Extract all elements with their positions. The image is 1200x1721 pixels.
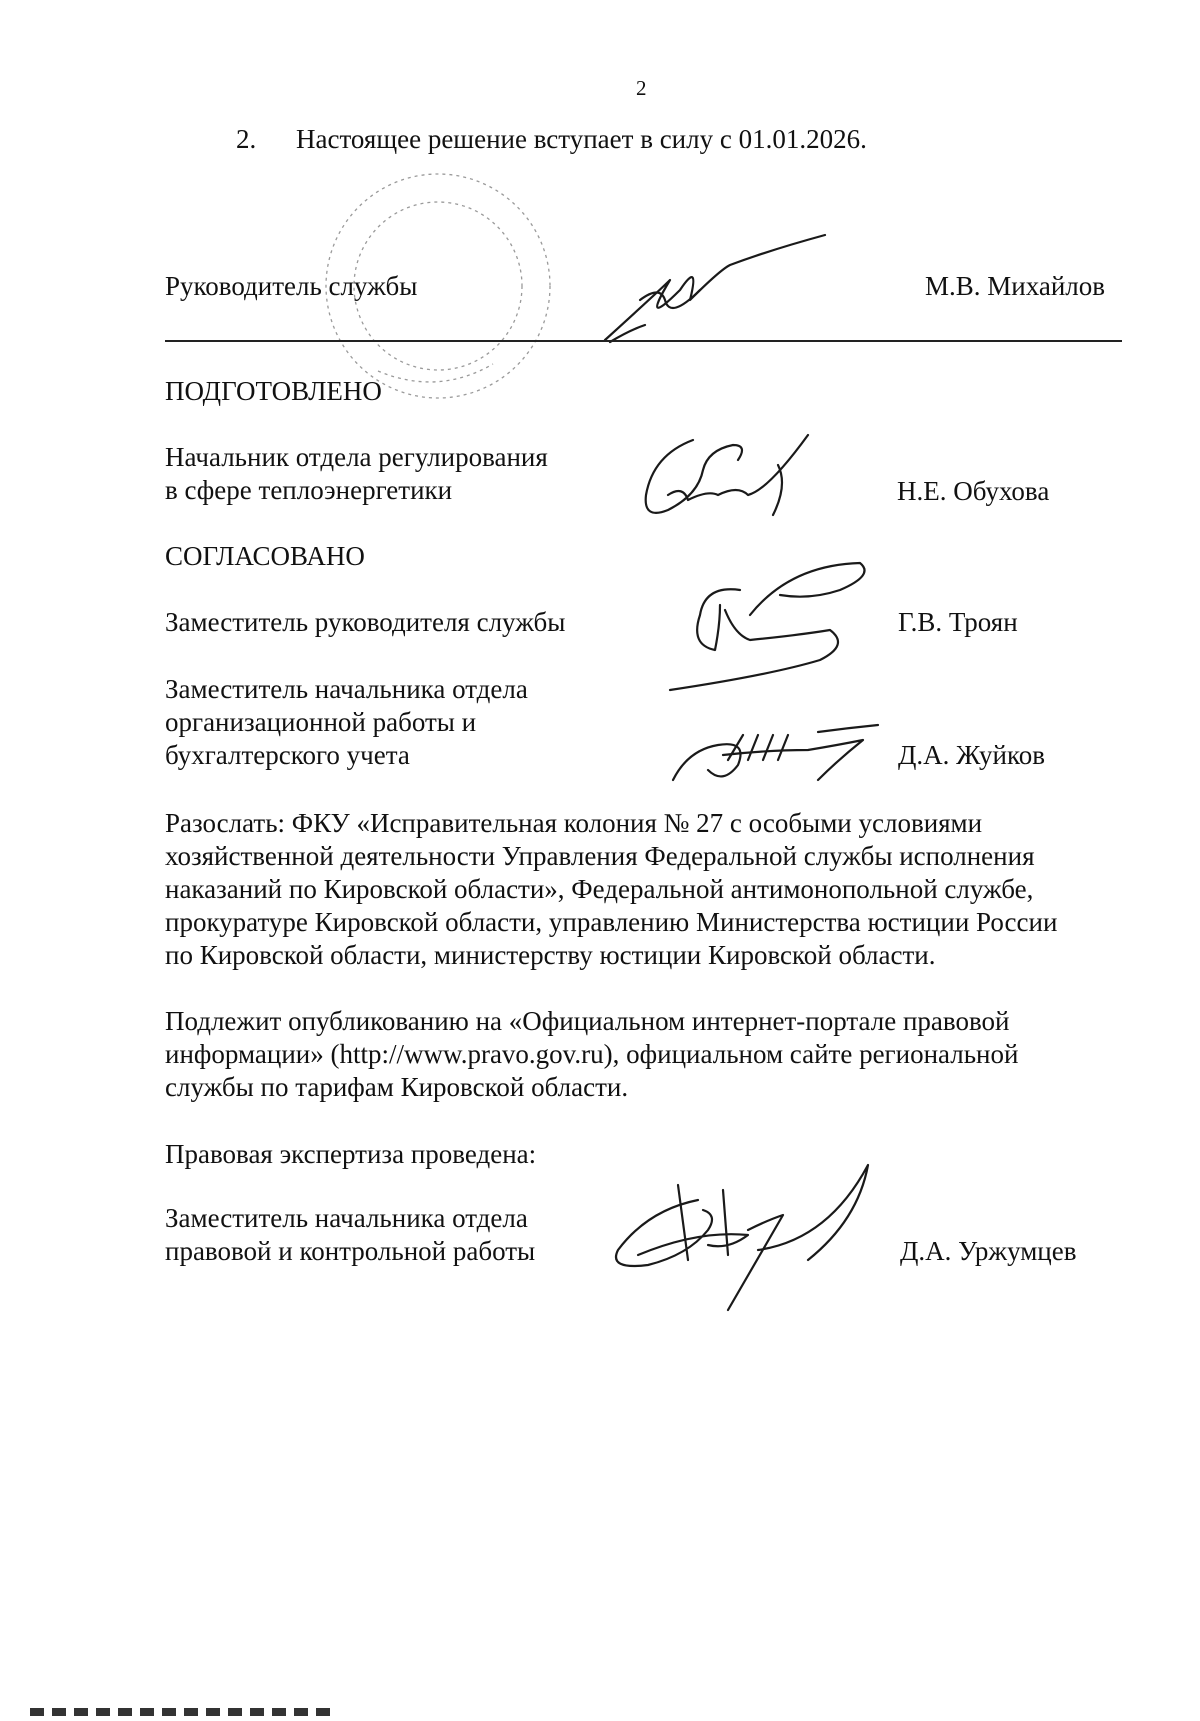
agreed-heading: СОГЛАСОВАНО (165, 541, 365, 571)
scan-edge-artifact (30, 1708, 330, 1716)
signature-divider (165, 340, 1122, 342)
agreed-signer-2-name: Д.А. Жуйков (898, 740, 1045, 770)
distribution-line: по Кировской области, министерству юстиции Кировской области. (165, 940, 936, 970)
head-name: М.В. Михайлов (925, 271, 1106, 301)
agreed-signer-2-signature-icon (668, 720, 888, 790)
agreed-signer-2-position-line: бухгалтерского учета (165, 740, 410, 770)
legal-review-name: Д.А. Уржумцев (900, 1236, 1077, 1266)
agreed-signer-1-signature-icon (660, 555, 880, 705)
legal-review-heading: Правовая экспертиза проведена: (165, 1139, 537, 1169)
head-position: Руководитель службы (165, 271, 418, 301)
prepared-name: Н.Е. Обухова (897, 476, 1050, 506)
distribution-line: хозяйственной деятельности Управления Федеральной службы исполнения (165, 841, 1035, 871)
agreed-signer-2-position-line: Заместитель начальника отдела (165, 674, 528, 704)
publication-line: информации» (http://www.pravo.gov.ru), официальном сайте региональной (165, 1039, 1019, 1069)
prepared-position-line: Начальник отдела регулирования (165, 442, 548, 472)
legal-review-position-line: правовой и контрольной работы (165, 1236, 536, 1266)
clause-text: Настоящее решение вступает в силу с 01.01.2026. (296, 124, 867, 154)
distribution-line: Разослать: ФКУ «Исправительная колония № 27 с особыми условиями (165, 808, 983, 838)
prepared-signature-icon (638, 425, 828, 525)
distribution-line: наказаний по Кировской области», Федеральной антимонопольной службе, (165, 874, 1034, 904)
distribution-line: прокуратуре Кировской области, управлению Министерства юстиции России (165, 907, 1058, 937)
page-number: 2 (636, 76, 647, 100)
publication-line: Подлежит опубликованию на «Официальном интернет-портале правовой (165, 1006, 1010, 1036)
prepared-heading: ПОДГОТОВЛЕНО (165, 376, 382, 406)
legal-review-position (165, 1202, 535, 1268)
head-signature-icon (600, 230, 840, 350)
agreed-signer-1-name: Г.В. Троян (898, 607, 1018, 637)
prepared-position-line: в сфере теплоэнергетики (165, 475, 453, 505)
prepared-position (165, 441, 548, 507)
clause-number: 2. (236, 124, 257, 154)
agreed-signer-2-position-line: организационной работы и (165, 707, 477, 737)
publication-paragraph (165, 1005, 1018, 1104)
agreed-signer-2-position (165, 673, 528, 772)
publication-line: службы по тарифам Кировской области. (165, 1072, 629, 1102)
legal-review-position-line: Заместитель начальника отдела (165, 1203, 528, 1233)
legal-review-signature-icon (608, 1160, 878, 1320)
agreed-signer-1-position: Заместитель руководителя службы (165, 607, 566, 637)
distribution-paragraph (165, 807, 1057, 972)
